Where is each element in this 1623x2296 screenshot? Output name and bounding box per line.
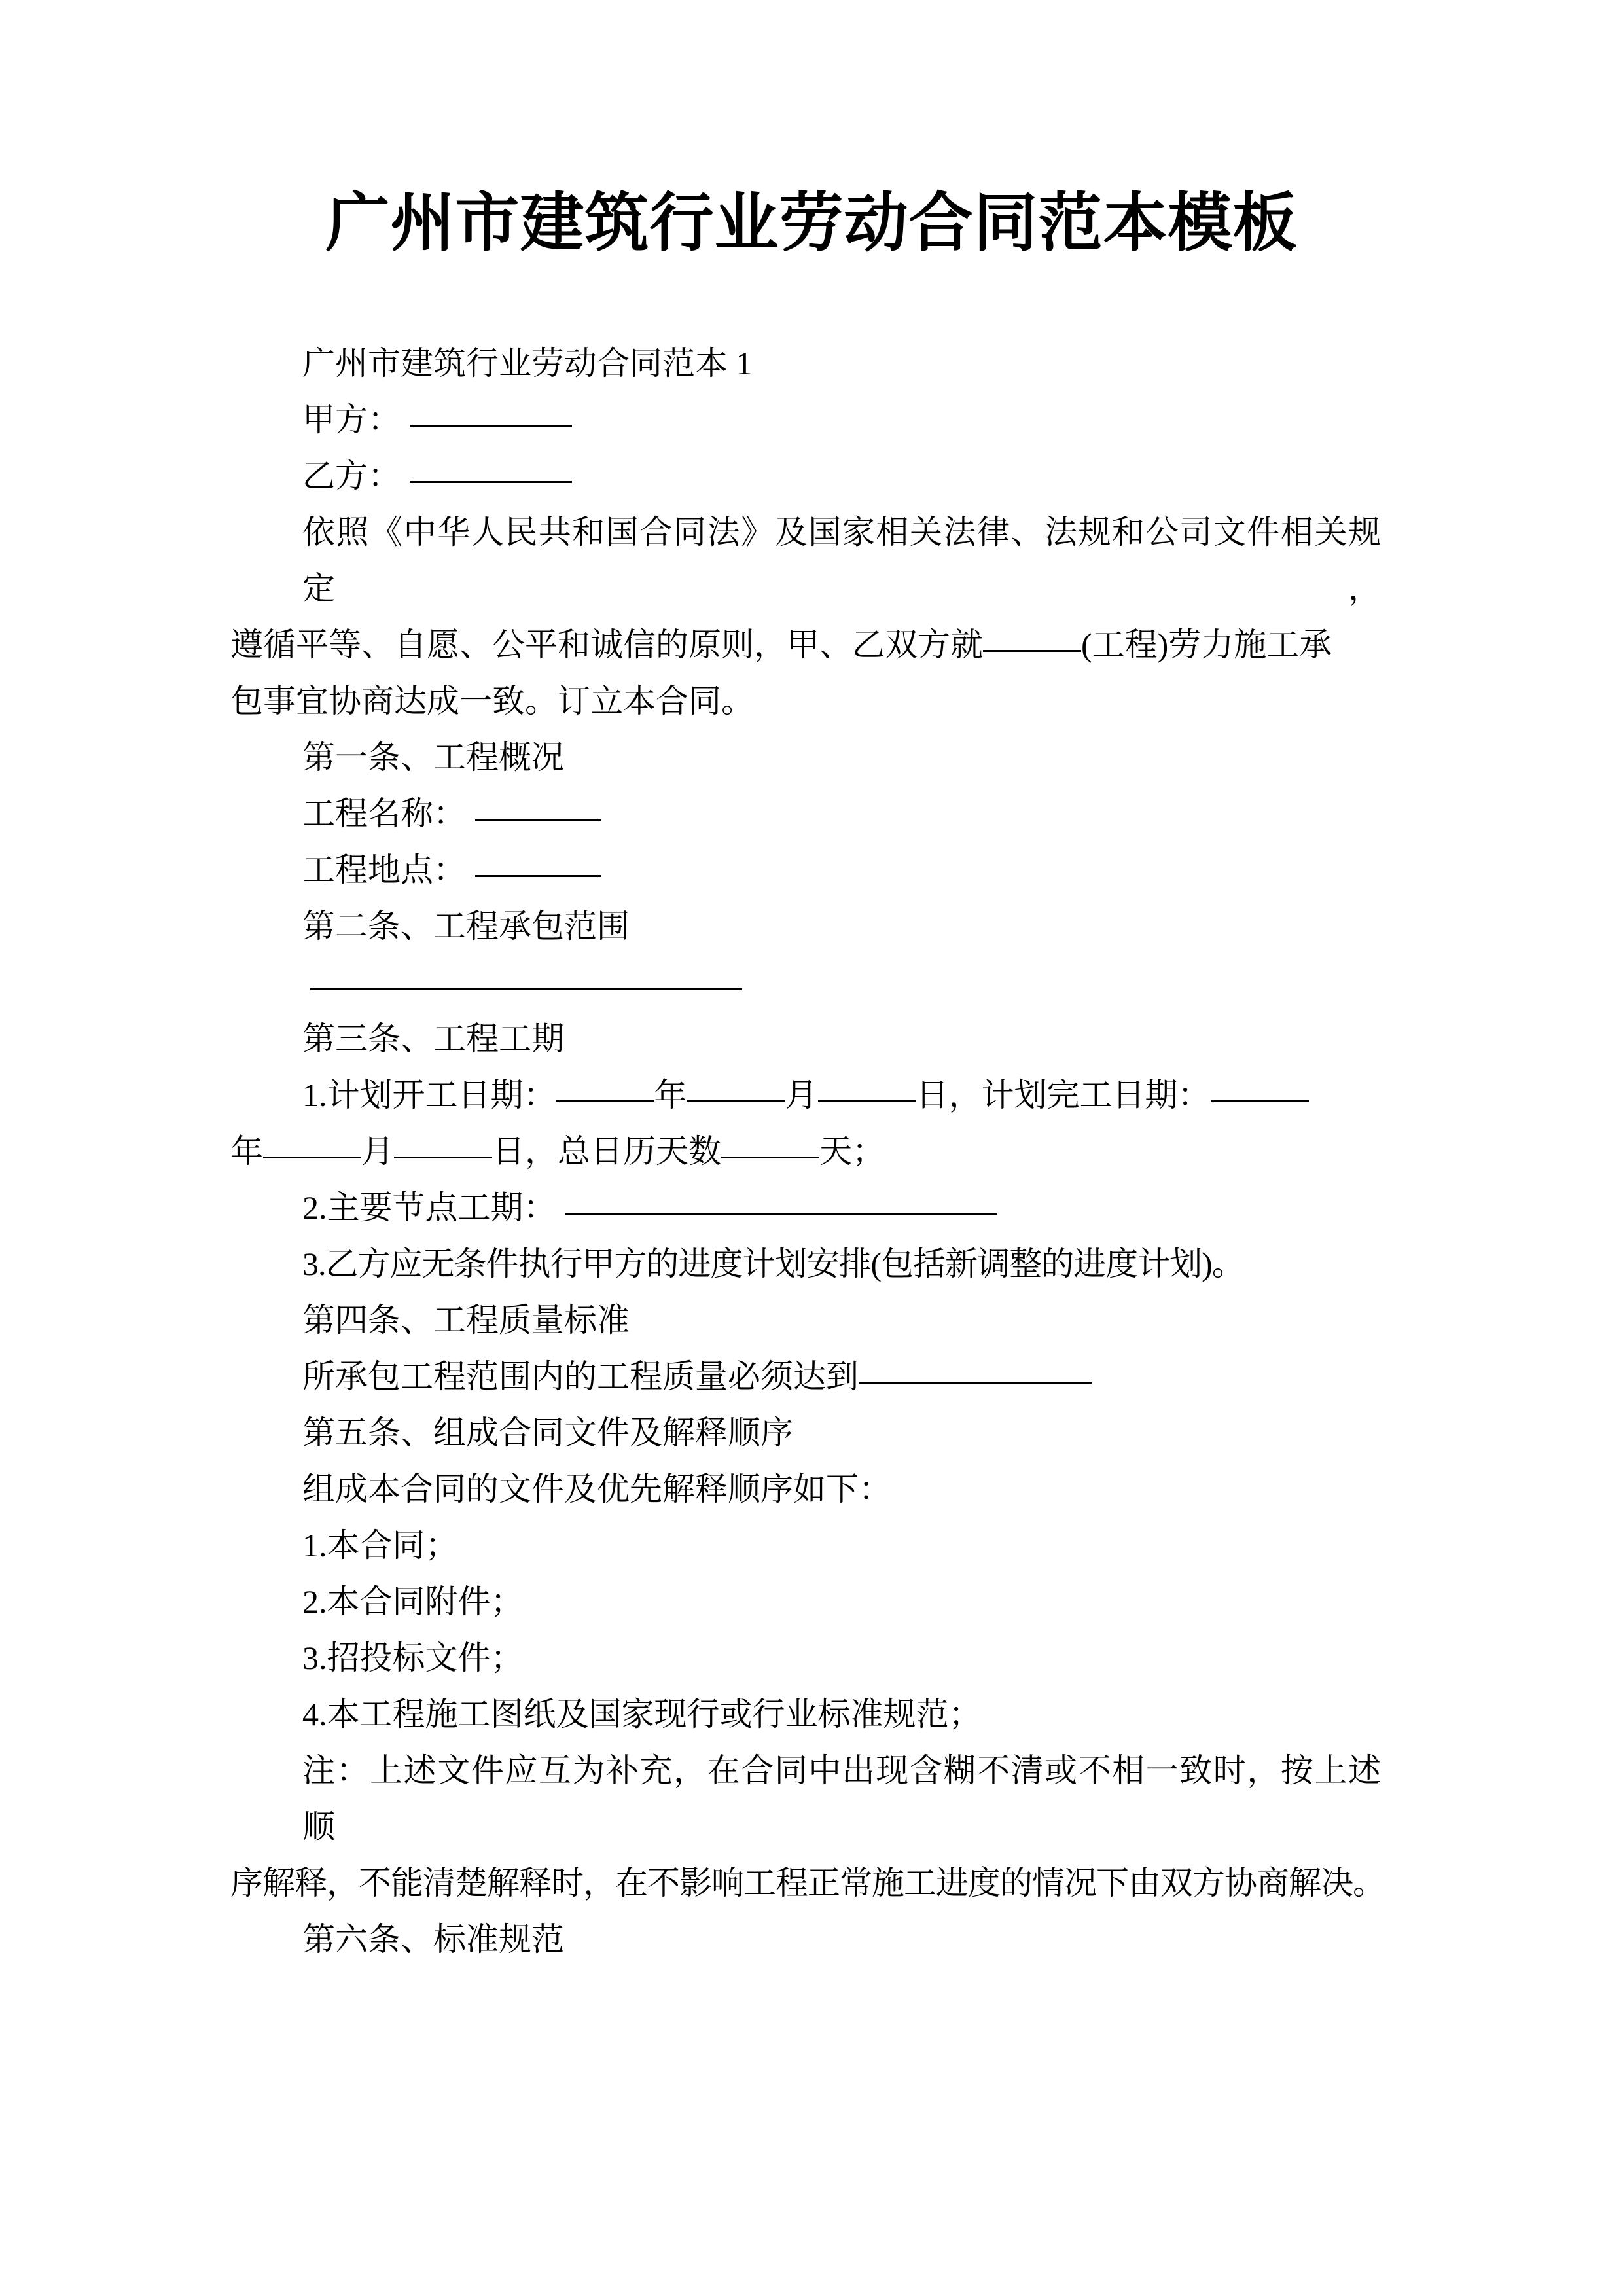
article-2-heading: 第二条、工程承包范围 [302,908,630,944]
project-name-field-blank[interactable] [475,818,601,821]
finish-year-blank[interactable] [1211,1100,1309,1102]
article-5-intro: 组成本合同的文件及优先解释顺序如下： [302,1471,891,1507]
milestone-label: 主要节点工期： [327,1189,556,1226]
interpretation-note-line-2: 序解释，不能清楚解释时，在不影响工程正常施工进度的情况下由双方协商解决。 [230,1865,1385,1901]
document-subtitle: 广州市建筑行业劳动合同范本 1 [302,345,753,382]
milestone-number: 2. [302,1189,327,1226]
page-title: 广州市建筑行业劳动合同范本模板 [325,188,1298,259]
finish-month-unit: 月 [361,1133,394,1170]
total-days-blank[interactable] [721,1156,819,1158]
schedule-dates-line-2 [230,1123,1381,1179]
schedule-item-1-number: 1. [302,1077,327,1113]
party-a-row [230,391,1381,448]
schedule-clause-3-text: 乙方应无条件执行甲方的进度计划安排(包括新调整的进度计划)。 [325,1246,1244,1282]
finish-month-blank[interactable] [263,1156,361,1158]
party-b-label: 乙方： [302,457,401,494]
start-year-unit: 年 [654,1077,687,1113]
preamble-line-2 [230,617,1381,673]
milestone-schedule-row [230,1179,1381,1236]
project-name-label: 工程名称： [302,795,466,832]
quality-standard-label: 所承包工程范围内的工程质量必须达到 [302,1358,859,1395]
party-a-blank[interactable] [410,424,572,427]
contract-doc-item-2: 2.本合同附件； [302,1583,524,1620]
finish-day-unit: 日，总日历天数 [492,1133,721,1170]
contract-doc-item-3: 3.招投标文件； [302,1640,524,1676]
milestone-blank[interactable] [565,1212,997,1215]
interpretation-note-line-1: 注：上述文件应互为补充，在合同中出现含糊不清或不相一致时，按上述顺 [302,1752,1381,1845]
project-name-row [230,785,1381,842]
quality-standard-blank[interactable] [859,1381,1092,1384]
preamble-line-1: 依照《中华人民共和国合同法》及国家相关法律、法规和公司文件相关规定， [302,514,1381,607]
schedule-clause-3 [230,1236,1381,1292]
party-a-label: 甲方： [302,401,401,438]
total-days-unit: 天； [819,1133,885,1170]
project-location-label: 工程地点： [302,852,466,888]
project-location-row [230,842,1381,898]
project-location-blank[interactable] [475,874,601,877]
article-5-heading: 第五条、组成合同文件及解释顺序 [302,1414,793,1451]
schedule-clause-3-number: 3. [302,1246,326,1282]
schedule-dates-line-1 [230,1067,1381,1123]
document-body [230,335,1385,1967]
party-b-row [230,448,1381,504]
article-4-heading: 第四条、工程质量标准 [302,1302,630,1338]
article-3-heading: 第三条、工程工期 [302,1020,564,1057]
start-day-unit: 日，计划完工日期： [916,1077,1211,1113]
schedule-item-1-label: 计划开工日期： [327,1077,556,1113]
article-1-heading: 第一条、工程概况 [302,739,564,776]
contract-scope-blank[interactable] [230,954,1381,1011]
contract-doc-item-4: 4.本工程施工图纸及国家现行或行业标准规范； [302,1696,982,1732]
preamble-line-2-post: (工程)劳力施工承 [1081,626,1332,663]
start-year-blank[interactable] [556,1100,654,1102]
article-6-heading: 第六条、标准规范 [302,1921,564,1958]
contract-doc-item-1: 1.本合同； [302,1527,458,1564]
start-month-blank[interactable] [687,1100,785,1102]
party-b-blank[interactable] [410,480,572,483]
preamble-line-2-pre: 遵循平等、自愿、公平和诚信的原则，甲、乙双方就 [230,626,983,663]
start-day-blank[interactable] [818,1100,916,1102]
preamble-line-3: 包事宜协商达成一致。订立本合同。 [230,683,754,719]
quality-standard-row [230,1348,1381,1405]
start-month-unit: 月 [785,1077,818,1113]
finish-day-blank[interactable] [394,1156,492,1158]
finish-year-unit: 年 [230,1133,263,1170]
project-name-blank[interactable] [983,649,1081,652]
